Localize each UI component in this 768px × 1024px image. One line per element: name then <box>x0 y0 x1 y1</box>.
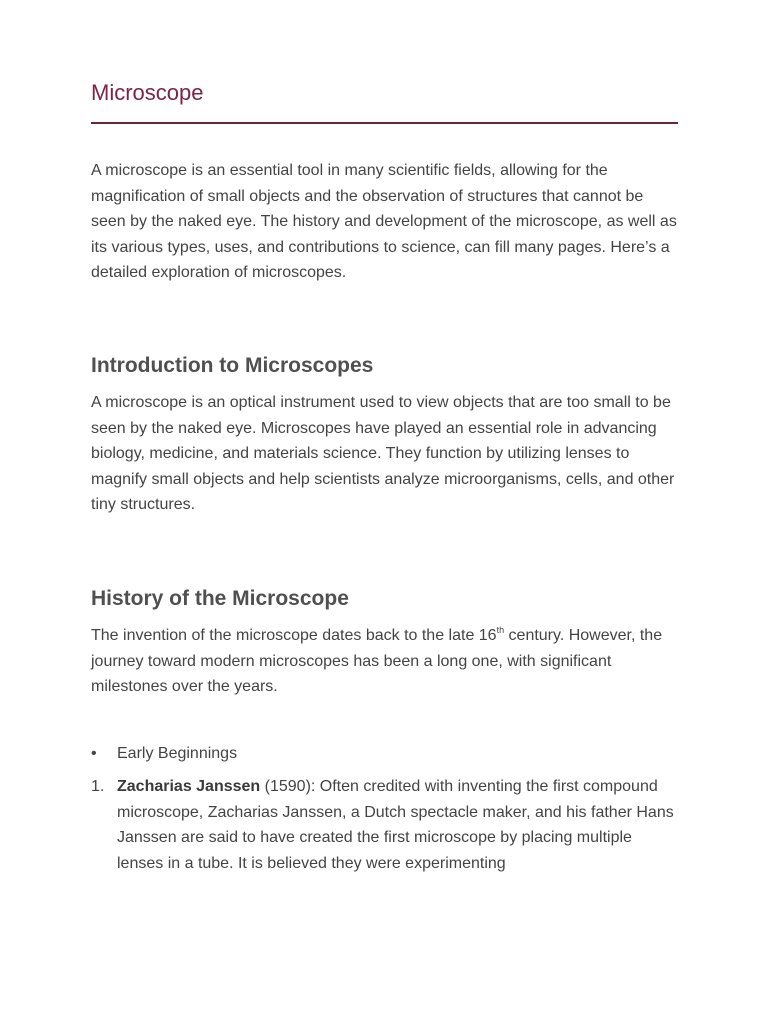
ordinal-superscript: th <box>496 625 505 635</box>
section-heading-introduction: Introduction to Microscopes <box>91 354 374 377</box>
document-title: Microscope <box>91 80 204 105</box>
numbered-item-description: (1590): Often credited with inventing the first compound microscope, Zacharias Janssen, a Dutch spectacle maker, and his father Hans Janssen are said to have created the first microscope by placing multiple lenses in a tube. It is believed they were experimenting <box>117 778 674 872</box>
bullet-label: Early Beginnings <box>117 745 238 762</box>
numbered-item-name: Zacharias Janssen <box>117 778 261 795</box>
bullet-icon: • <box>91 745 97 762</box>
section-heading-history: History of the Microscope <box>91 587 349 610</box>
introduction-paragraph: A microscope is an optical instrument used to view objects that are too small to be seen by the naked eye. Microscopes have played an essential role in advancing biology, medicine, and materials science. They function by utilizing lenses to magnify small objects and help scientists analyze microorganisms, cells, and other tiny structures. <box>91 394 675 513</box>
history-text-end: century. However, the journey toward modern microscopes has been a long one, with significant milestones over the years. <box>91 627 663 695</box>
title-underline-rule <box>91 122 678 124</box>
history-paragraph <box>91 623 681 700</box>
numbered-item-text <box>117 774 682 876</box>
list-number: 1. <box>91 778 105 795</box>
history-text-start: The invention of the microscope dates back to the late 16 <box>91 627 497 644</box>
intro-paragraph: A microscope is an essential tool in many scientific fields, allowing for the magnification of small objects and the observation of structures that cannot be seen by the naked eye. The history and development of the microscope, as well as its various types, uses, and contributions to science, can fill many pages. Here’s a detailed exploration of microscopes. <box>91 162 677 281</box>
